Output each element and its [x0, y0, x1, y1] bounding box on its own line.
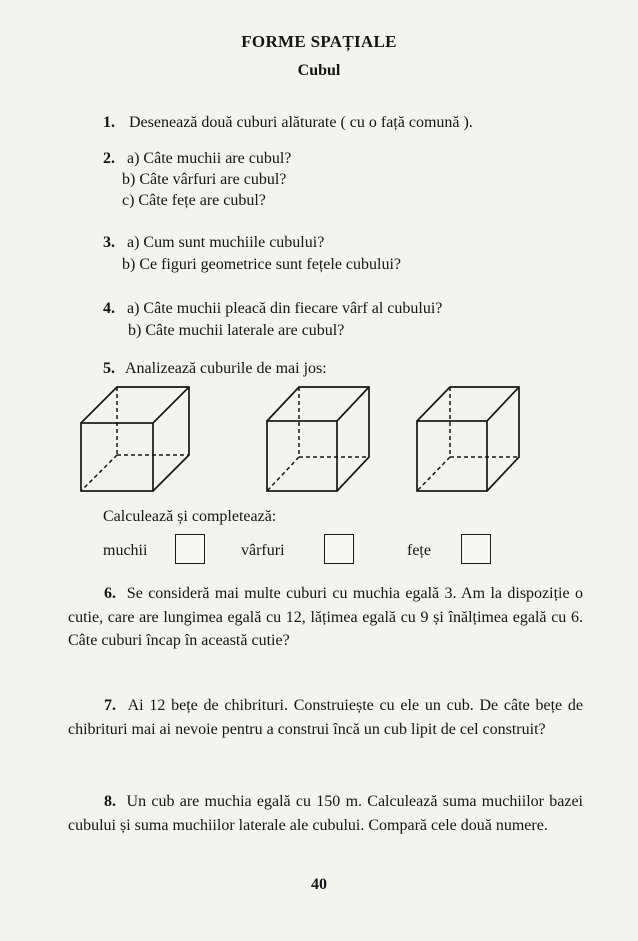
question-text: Ai 12 bețe de chibrituri. Construiește cu ele un cub. De câte bețe de chibrituri mai ai nevoie pentru a construi încă un cub lipit de cel construit?	[68, 697, 583, 738]
question-3b: b) Ce figuri geometrice sunt fețele cubului?	[122, 256, 402, 273]
question-4	[103, 298, 442, 320]
question-5	[103, 358, 327, 380]
question-3	[103, 232, 324, 254]
question-text: Analizează cuburile de mai jos:	[125, 360, 327, 377]
question-number: 7.	[104, 697, 116, 714]
cube-figure-3	[412, 383, 524, 495]
question-8	[68, 790, 583, 837]
question-text: Se consideră mai multe cuburi cu muchia egală 3. Am la dispoziție o cutie, care are lungimea egală cu 12, lățimea egală cu 9 și înălțimea egală cu 6. Câte cuburi încap în această cutie?	[68, 585, 583, 649]
answer-box-muchii[interactable]	[175, 534, 205, 564]
question-number: 4.	[103, 300, 115, 317]
question-text: Un cub are muchia egală cu 150 m. Calculează suma muchiilor bazei cubului și suma muchiilor laterale ale cubului. Compară cele două numere.	[68, 793, 584, 834]
answer-box-varfuri[interactable]	[324, 534, 354, 564]
page-title: FORME SPAȚIALE	[241, 32, 397, 51]
question-number: 6.	[104, 585, 116, 602]
cube-figure-1	[76, 383, 194, 495]
question-number: 2.	[103, 150, 115, 167]
question-2a: a) Câte muchii are cubul?	[127, 150, 292, 167]
question-3a: a) Cum sunt muchiile cubului?	[127, 234, 325, 251]
question-1	[103, 112, 473, 134]
question-number: 3.	[103, 234, 115, 251]
question-number: 5.	[103, 360, 115, 377]
question-2c: c) Câte fețe are cubul?	[122, 192, 266, 209]
question-7	[68, 694, 583, 741]
question-text: Desenează două cuburi alăturate ( cu o față comună ).	[129, 114, 473, 131]
page-subtitle: Cubul	[297, 62, 341, 79]
page-number: 40	[311, 876, 327, 893]
question-6	[68, 582, 583, 653]
question-number: 8.	[104, 793, 116, 810]
question-number: 1.	[103, 114, 115, 131]
q5-instruction: Calculează și completează:	[103, 508, 277, 525]
question-2b: b) Câte vârfuri are cubul?	[122, 171, 287, 188]
question-4b: b) Câte muchii laterale are cubul?	[128, 322, 345, 339]
answer-box-fete[interactable]	[461, 534, 491, 564]
question-2	[103, 148, 291, 170]
label-muchii: muchii	[103, 542, 148, 559]
label-fete: fețe	[407, 542, 431, 559]
question-4a: a) Câte muchii pleacă din fiecare vârf al cubului?	[127, 300, 443, 317]
cube-figure-2	[262, 383, 374, 495]
label-varfuri: vârfuri	[241, 542, 285, 559]
